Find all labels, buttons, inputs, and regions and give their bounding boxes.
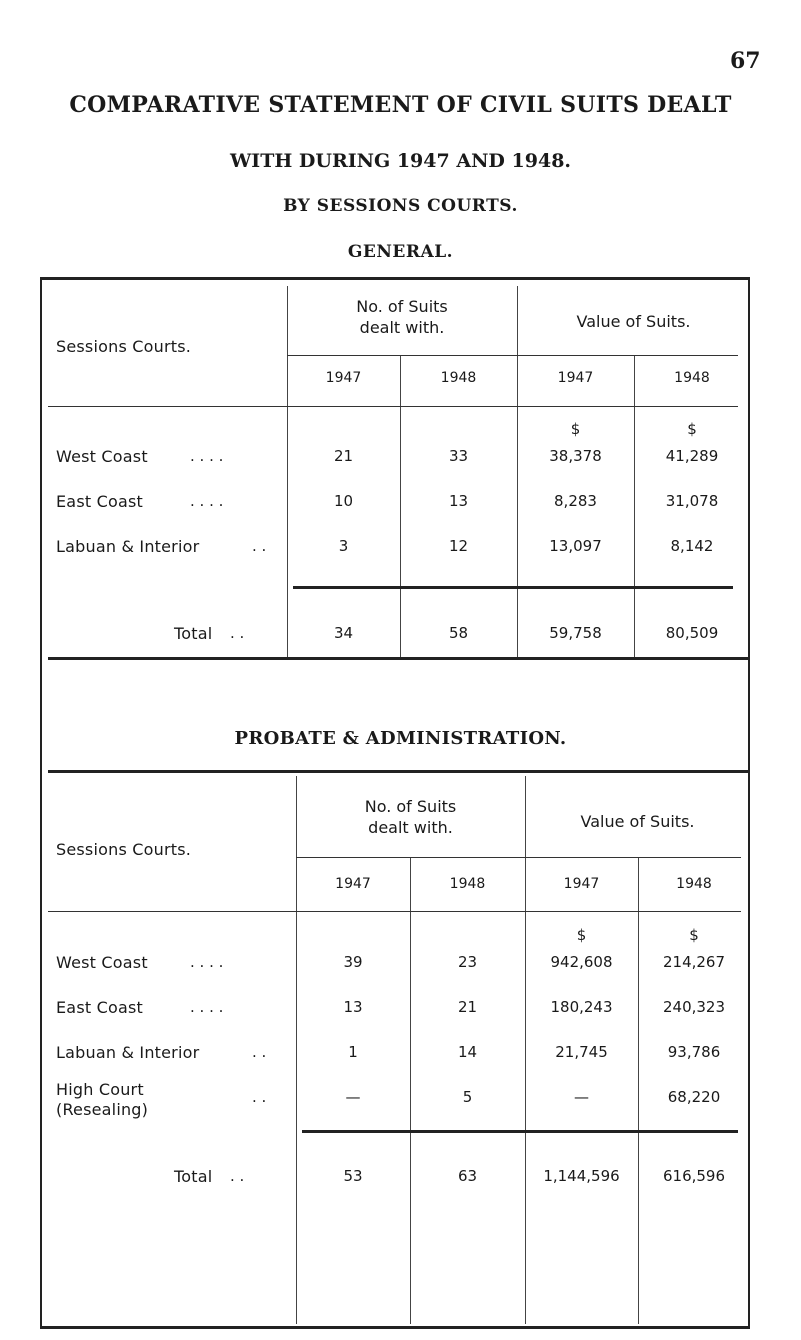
value-1947: 1,144,596	[543, 1167, 620, 1185]
court-name: East Coast	[56, 998, 143, 1017]
leader-dots: . .	[230, 1167, 245, 1185]
court-name: West Coast	[56, 447, 148, 466]
suits-1948: 14	[457, 1043, 478, 1061]
suits-1948: 23	[457, 953, 478, 971]
total-label: Total	[174, 1167, 213, 1186]
value-1947-header: 1947	[563, 876, 600, 892]
leader-dots: . .	[252, 537, 267, 555]
value-1947: —	[574, 1088, 589, 1106]
suits-1947: 13	[343, 998, 363, 1016]
suits-header	[296, 796, 525, 838]
leader-dots: . . . .	[190, 998, 224, 1016]
value-header: Value of Suits.	[576, 312, 691, 331]
suits-1947-header: 1947	[325, 370, 362, 386]
leader-dots: . .	[230, 624, 245, 642]
suits-1947: 3	[338, 537, 349, 555]
page-number: 67	[730, 48, 761, 74]
dollar-sign: $	[576, 926, 587, 944]
court-name: West Coast	[56, 953, 148, 972]
value-1947: 59,758	[549, 624, 602, 642]
value-1948: 616,596	[662, 1167, 726, 1185]
suits-1947: 21	[333, 447, 354, 465]
courts-header: Sessions Courts.	[56, 337, 192, 356]
suits-1948-header: 1948	[449, 876, 486, 892]
value-1947-header: 1947	[557, 370, 594, 386]
value-1947: 13,097	[549, 537, 602, 555]
value-header: Value of Suits.	[580, 812, 695, 831]
suits-1947: 1	[348, 1043, 358, 1061]
dollar-sign: $	[689, 926, 699, 944]
total-label: Total	[174, 624, 213, 643]
value-1948: 240,323	[662, 998, 726, 1016]
suits-1947: 53	[343, 1167, 363, 1185]
court-name: Labuan & Interior	[56, 537, 200, 556]
leader-dots: . .	[252, 1043, 267, 1061]
value-1948: 68,220	[667, 1088, 721, 1106]
value-1947: 21,745	[555, 1043, 608, 1061]
value-1948: 93,786	[667, 1043, 721, 1061]
suits-1947: —	[345, 1088, 361, 1106]
value-1948-header: 1948	[676, 876, 712, 892]
leader-dots: . .	[252, 1088, 267, 1106]
page-subtitle: BY SESSIONS COURTS.	[283, 196, 518, 216]
section-title-probate: PROBATE & ADMINISTRATION.	[234, 728, 567, 749]
suits-header-line2: dealt with.	[368, 818, 453, 837]
suits-1948: 13	[448, 492, 469, 510]
court-name: High Court	[56, 1080, 144, 1099]
suits-header-line1: No. of Suits	[356, 297, 448, 316]
dollar-sign: $	[570, 420, 581, 438]
leader-dots: . . . .	[190, 447, 224, 465]
suits-1948: 58	[448, 624, 469, 642]
suits-header	[287, 296, 517, 338]
suits-1948: 21	[457, 998, 478, 1016]
court-name-line2: (Resealing)	[56, 1100, 149, 1119]
leader-dots: . . . .	[190, 953, 224, 971]
court-name: East Coast	[56, 492, 143, 511]
suits-1948: 5	[462, 1088, 473, 1106]
page-title-line2: WITH DURING 1947 AND 1948.	[229, 150, 572, 172]
value-1947: 942,608	[550, 953, 613, 971]
suits-1947-header: 1947	[335, 876, 371, 892]
suits-1947: 10	[333, 492, 354, 510]
suits-header-line2: dealt with.	[359, 318, 445, 337]
value-1948: 80,509	[665, 624, 719, 642]
value-1948-header: 1948	[674, 370, 710, 386]
value-1948: 41,289	[665, 447, 719, 465]
suits-1947: 39	[343, 953, 363, 971]
court-name: Labuan & Interior	[56, 1043, 200, 1062]
value-1948: 214,267	[662, 953, 726, 971]
suits-1948-header: 1948	[440, 370, 477, 386]
value-1948: 8,142	[670, 537, 714, 555]
value-1947: 180,243	[550, 998, 613, 1016]
suits-header-line1: No. of Suits	[364, 797, 457, 816]
value-1947: 8,283	[554, 492, 597, 510]
value-1947: 38,378	[549, 447, 602, 465]
value-1948: 31,078	[665, 492, 719, 510]
page-title: COMPARATIVE STATEMENT OF CIVIL SUITS DEALT	[69, 92, 732, 118]
suits-1948: 33	[448, 447, 469, 465]
dollar-sign: $	[687, 420, 697, 438]
suits-1948: 12	[448, 537, 469, 555]
courts-header: Sessions Courts.	[56, 840, 192, 859]
suits-1947: 34	[333, 624, 354, 642]
suits-1948: 63	[457, 1167, 478, 1185]
leader-dots: . . . .	[190, 492, 224, 510]
section-title-general: GENERAL.	[347, 242, 454, 262]
